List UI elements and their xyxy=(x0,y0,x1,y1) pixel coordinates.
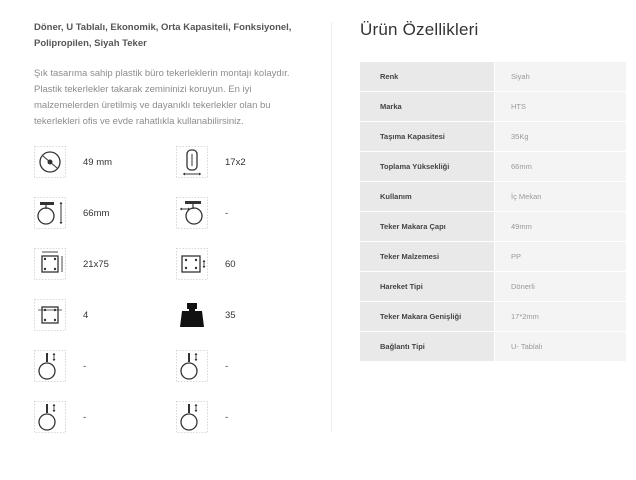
feature-value: İç Mekan xyxy=(494,182,626,211)
table-row xyxy=(360,242,626,272)
feature-label: Toplama Yüksekliği xyxy=(360,152,494,181)
product-summary xyxy=(34,20,304,130)
product-description: Şık tasarıma sahip plastik büro tekerleklerin montajı kolaydır. Plastik tekerlekler takarak zemininizi koruyun. En iyi malzemelerden üretilmiş ve dayanıklı tekerlekler olan bu tekerlekleri ofis ve evde rahatlıkla kullanabilirsiniz. xyxy=(34,68,290,127)
spec-item xyxy=(34,197,184,237)
swivel-offset-icon xyxy=(176,197,208,229)
spec-item xyxy=(34,401,184,441)
feature-value: HTS xyxy=(494,92,626,121)
spec-icons-grid xyxy=(34,146,334,452)
feature-label: Marka xyxy=(360,92,494,121)
table-row xyxy=(360,182,626,212)
feature-value: 17*2mm xyxy=(494,302,626,331)
feature-label: Renk xyxy=(360,62,494,91)
feature-value: 49mm xyxy=(494,212,626,241)
total-height-icon xyxy=(34,197,66,229)
spec-row xyxy=(34,146,334,197)
table-row xyxy=(360,92,626,122)
stem-icon xyxy=(34,350,66,382)
table-row xyxy=(360,332,626,362)
spec-value: - xyxy=(225,361,229,372)
feature-value: U- Tablalı xyxy=(494,332,626,361)
spec-item xyxy=(176,299,326,339)
spec-item xyxy=(34,248,184,288)
spec-value: 49 mm xyxy=(83,157,113,168)
spec-value: 35 xyxy=(225,310,236,321)
spec-value: 60 xyxy=(225,259,236,270)
table-row xyxy=(360,152,626,182)
feature-label: Teker Makara Genişliği xyxy=(360,302,494,331)
table-row xyxy=(360,212,626,242)
spec-item xyxy=(34,299,184,339)
feature-value: Siyah xyxy=(494,62,626,91)
column-divider xyxy=(331,22,332,432)
table-row xyxy=(360,302,626,332)
spec-row xyxy=(34,248,334,299)
spec-value: 66mm xyxy=(83,208,110,219)
spec-value: - xyxy=(83,412,87,423)
stem-icon xyxy=(176,401,208,433)
spec-item xyxy=(176,248,326,288)
spec-item xyxy=(34,350,184,390)
spec-item xyxy=(176,197,326,237)
features-table xyxy=(360,62,626,362)
table-row xyxy=(360,272,626,302)
spec-value: 17x2 xyxy=(225,157,246,168)
weight-capacity-icon xyxy=(176,299,208,331)
product-title: Döner, U Tablalı, Ekonomik, Orta Kapasiteli, Fonksiyonel, Polipropilen, Siyah Teker xyxy=(34,22,292,49)
wheel-width-icon xyxy=(176,146,208,178)
spec-item xyxy=(34,146,184,186)
spec-row xyxy=(34,299,334,350)
spec-row xyxy=(34,197,334,248)
spec-row xyxy=(34,401,334,452)
hole-count-icon xyxy=(34,299,66,331)
product-features xyxy=(360,20,626,351)
spec-item xyxy=(176,401,326,441)
feature-label: Teker Makara Çapı xyxy=(360,212,494,241)
feature-value: 66mm xyxy=(494,152,626,181)
spec-value: 21x75 xyxy=(83,259,109,270)
feature-value: PP xyxy=(494,242,626,271)
spec-row xyxy=(34,350,334,401)
feature-label: Hareket Tipi xyxy=(360,272,494,301)
features-title: Ürün Özellikleri xyxy=(360,20,479,39)
stem-icon xyxy=(176,350,208,382)
stem-icon xyxy=(34,401,66,433)
feature-label: Teker Malzemesi xyxy=(360,242,494,271)
feature-value: Dönerli xyxy=(494,272,626,301)
table-row xyxy=(360,122,626,152)
feature-label: Bağlantı Tipi xyxy=(360,332,494,361)
spec-item xyxy=(176,146,326,186)
table-row xyxy=(360,62,626,92)
plate-size-icon xyxy=(34,248,66,280)
spec-value: 4 xyxy=(83,310,89,321)
spec-value: - xyxy=(83,361,87,372)
spec-value: - xyxy=(225,208,229,219)
spec-value: - xyxy=(225,412,229,423)
plate-hole-distance-icon xyxy=(176,248,208,280)
feature-label: Taşıma Kapasitesi xyxy=(360,122,494,151)
spec-item xyxy=(176,350,326,390)
feature-value: 35Kg xyxy=(494,122,626,151)
feature-label: Kullanım xyxy=(360,182,494,211)
wheel-diameter-icon xyxy=(34,146,66,178)
